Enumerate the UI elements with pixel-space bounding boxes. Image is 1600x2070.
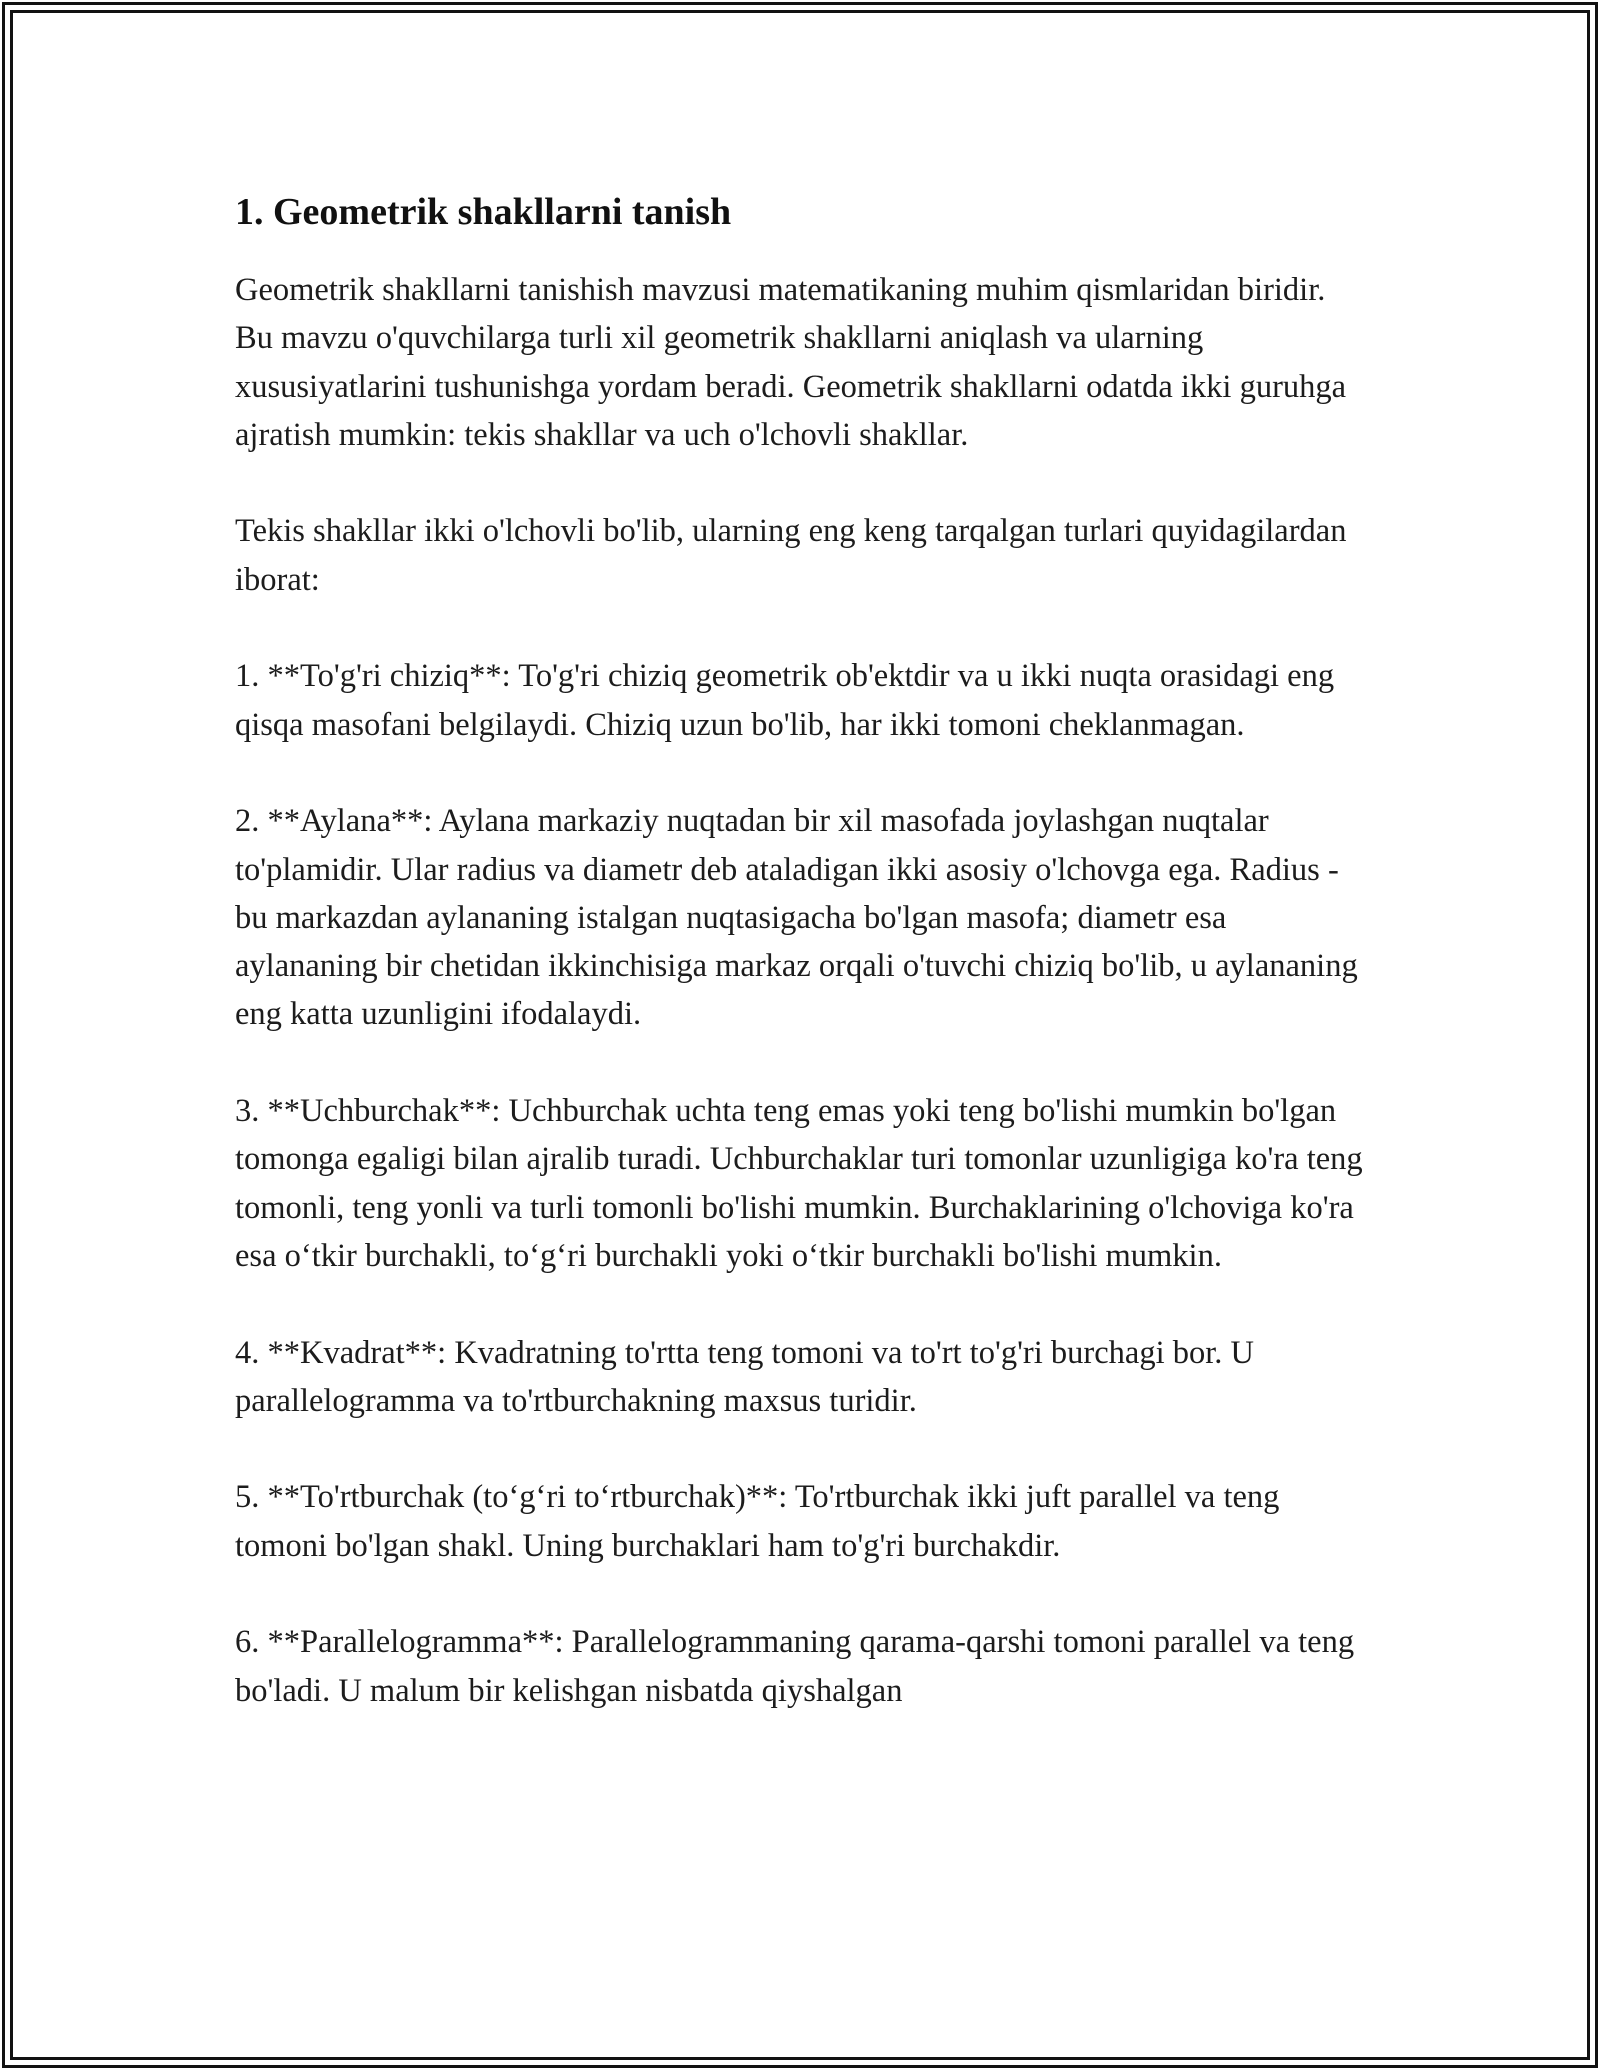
list-item-square: 4. **Kvadrat**: Kvadratning to'rtta teng tomoni va to'rt to'g'ri burchagi bor. U parallelogramma va to'rtburchakning maxsus turidir. [235, 1334, 1254, 1419]
list-item-parallelogram: 6. **Parallelogramma**: Parallelogrammaning qarama-qarshi tomoni parallel va teng bo'ladi. U malum bir kelishgan nisbatda qiyshalgan [235, 1624, 1355, 1709]
document-body [235, 186, 1365, 1715]
list-item-straight-line: 1. **To'g'ri chiziq**: To'g'ri chiziq geometrik ob'ektdir va u ikki nuqta orasidagi eng qisqa masofani belgilaydi. Chiziq uzun bo'lib, har ikki tomoni cheklanmagan. [235, 658, 1335, 743]
list-item-circle: 2. **Aylana**: Aylana markaziy nuqtadan bir xil masofada joylashgan nuqtalar to'plamidir. Ular radius va diametr deb ataladigan ikki asosiy o'lchovga ega. Radius - bu markazdan aylananing istalgan nuqtasigacha bo'lgan masofa; diametr esa aylananing bir chetidan ikkinchisiga markaz orqali o'tuvchi chiziq bo'lib, u aylananing eng katta uzunligini ifodalaydi. [235, 803, 1358, 1033]
list-item-rectangle: 5. **To'rtburchak (to‘g‘ri to‘rtburchak)**: To'rtburchak ikki juft parallel va teng tomoni bo'lgan shakl. Uning burchaklari ham to'g'ri burchakdir. [235, 1479, 1280, 1564]
section-heading: 1. Geometrik shakllarni tanish [235, 191, 732, 233]
paragraph-flat-shapes: Tekis shakllar ikki o'lchovli bo'lib, ularning eng keng tarqalgan turlari quyidagilardan iborat: [235, 513, 1347, 598]
paragraph-intro: Geometrik shakllarni tanishish mavzusi matematikaning muhim qismlaridan biridir. Bu mavzu o'quvchilarga turli xil geometrik shakllarni aniqlash va ularning xususiyatlarini tushunishga yordam beradi. Geometrik shakllarni odatda ikki guruhga ajratish mumkin: tekis shakllar va uch o'lchovli shakllar. [235, 272, 1347, 453]
list-item-triangle: 3. **Uchburchak**: Uchburchak uchta teng emas yoki teng bo'lishi mumkin bo'lgan tomonga egaligi bilan ajralib turadi. Uchburchaklar turi tomonlar uzunligiga ko'ra teng tomonli, teng yonli va turli tomonli bo'lishi mumkin. Burchaklarining o'lchoviga ko'ra esa o‘tkir burchakli, to‘g‘ri burchakli yoki o‘tkir burchakli bo'lishi mumkin. [235, 1093, 1363, 1274]
